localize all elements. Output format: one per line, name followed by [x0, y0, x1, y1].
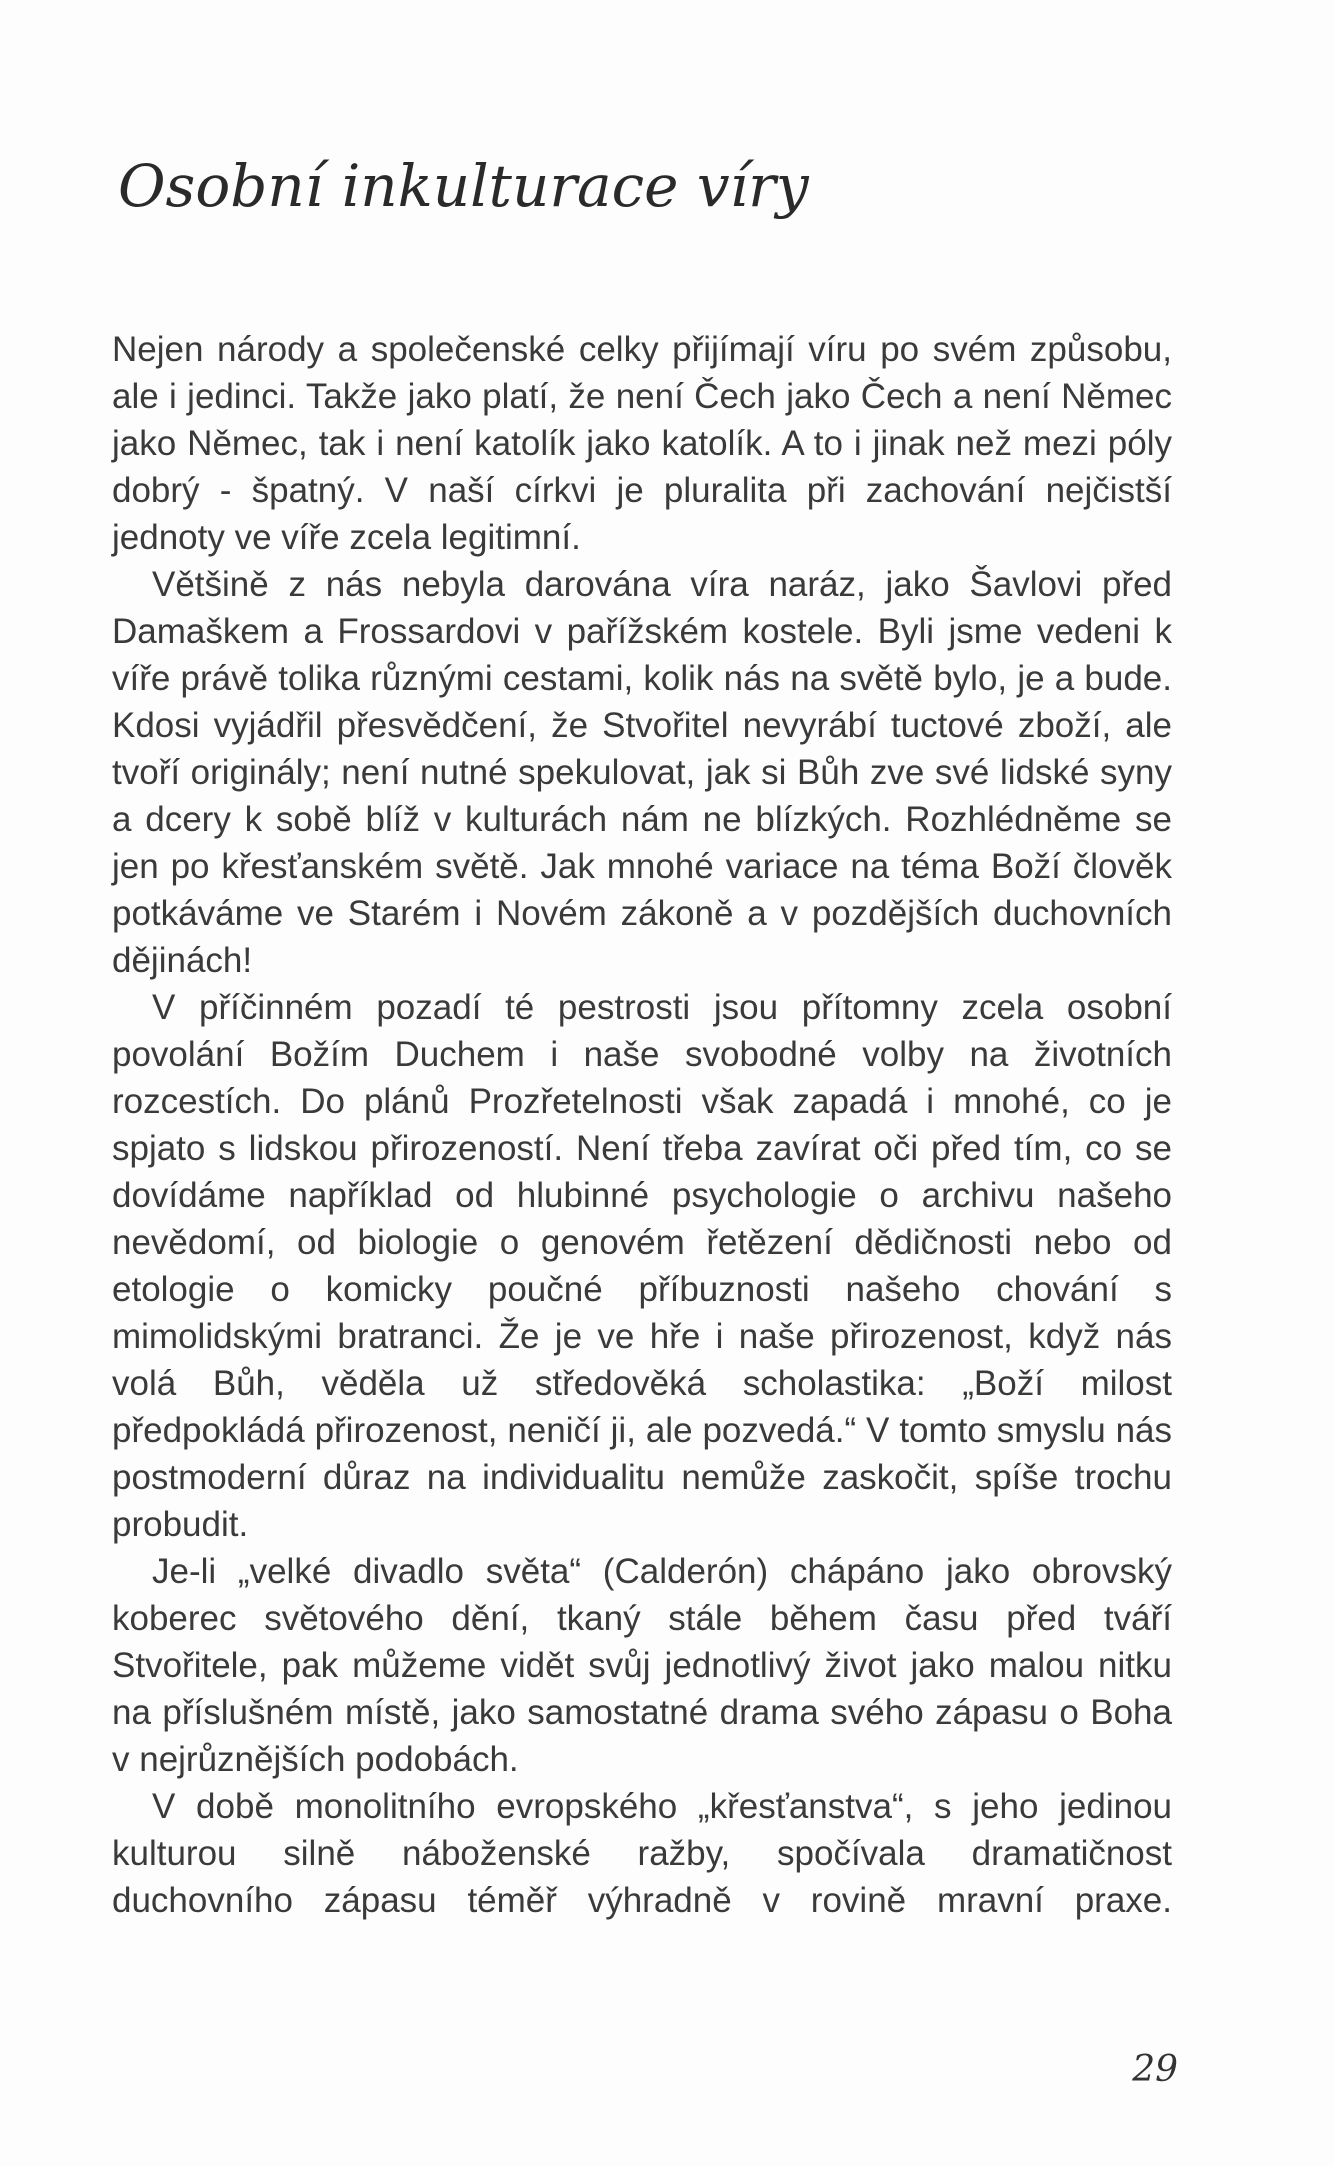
- paragraph-3: V příčinném pozadí té pestrosti jsou přítomny zcela osobní povolání Božím Duchem i naše svobodné volby na životních rozcestích. Do plánů Prozřetelnosti však zapadá i mnohé, co je spjato s lidskou přirozeností. Není třeba zavírat oči před tím, co se dovídáme například od hlubinné psychologie o archivu našeho nevědomí, od biologie o genovém řetězení dědičnosti nebo od etologie o komicky poučné příbuznosti našeho chování s mimolidskými bratranci. Že je ve hře i naše přirozenost, když nás volá Bůh, věděla už středověká scholastika: „Boží milost předpokládá přirozenost, neničí ji, ale pozvedá.“ V tomto smyslu nás postmoderní důraz na individualitu nemůže zaskočit, spíše trochu probudit.: [112, 988, 1172, 1544]
- paragraph-2: Většině z nás nebyla darována víra naráz, jako Šavlovi před Damaškem a Frossardovi v pařížském kostele. Byli jsme vedeni k víře právě tolika různými cestami, kolik nás na světě bylo, je a bude. Kdosi vyjádřil přesvědčení, že Stvořitel nevyrábí tuctové zboží, ale tvoří originály; není nutné spekulovat, jak si Bůh zve své lidské syny a dcery k sobě blíž v kulturách nám ne blízkých. Rozhlédněme se jen po křesťanském světě. Jak mnohé variace na téma Boží člověk potkáváme ve Starém i Novém zákoně a v pozdějších duchovních dějinách!: [112, 565, 1172, 980]
- body-text: [112, 326, 1172, 1924]
- paragraph-5: V době monolitního evropského „křesťanstva“, s jeho jedinou kulturou silně náboženské ražby, spočívala dramatičnost duchovního zápasu téměř výhradně v rovině mravní praxe.: [112, 1787, 1172, 1920]
- chapter-title: Osobní inkulturace víry: [118, 152, 809, 220]
- paragraph-4: Je-li „velké divadlo světa“ (Calderón) chápáno jako obrovský koberec světového dění, tkaný stále během času před tváří Stvořitele, pak můžeme vidět svůj jednotlivý život jako malou nitku na příslušném místě, jako samostatné drama svého zápasu o Boha v nejrůznějších podobách.: [112, 1552, 1172, 1779]
- paragraph-1: Nejen národy a společenské celky přijímají víru po svém způsobu, ale i jedinci. Takže jako platí, že není Čech jako Čech a není Němec jako Němec, tak i není katolík jako katolík. A to i jinak než mezi póly dobrý - špatný. V naší církvi je pluralita při zachování nejčistší jednoty ve víře zcela legitimní.: [112, 330, 1172, 557]
- page-number: 29: [1132, 2049, 1178, 2090]
